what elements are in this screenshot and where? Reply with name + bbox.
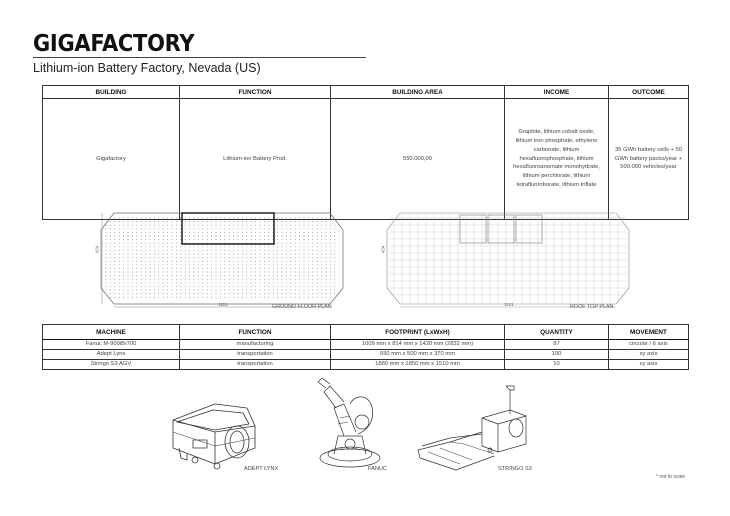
income-line: carbonate, lithium	[533, 146, 580, 153]
ground-plan-height-dimension: 424	[94, 245, 100, 254]
column-header-function: FUNCTION	[180, 325, 331, 340]
adept-lynx-illustration	[165, 398, 265, 472]
footprint-cell: 1009 mm x 814 mm x 1420 mm (2832 mm)	[331, 340, 505, 350]
ground-plan-width-dimension: 1121	[218, 302, 228, 307]
table-row	[43, 350, 689, 360]
income-line: lithium perchlorate, lithium	[522, 173, 591, 180]
income-line: hexafluorophosphate, lithium	[519, 155, 594, 162]
area-cell: 550.000,00	[331, 99, 505, 220]
not-to-scale-note: * not to scale	[656, 474, 685, 480]
ground-floor-plan-label: GROUND FLOOR PLAN	[272, 304, 332, 310]
table-row	[43, 360, 689, 370]
column-header-movement: MOVEMENT	[609, 325, 689, 340]
building-table	[42, 85, 689, 220]
income-line: hexafluoroarsenate monohydrate,	[513, 164, 600, 171]
footprint-cell: 1880 mm x 1850 mm x 1510 mm	[331, 360, 505, 370]
income-cell	[505, 99, 609, 220]
machine-cell: Adept Lynx	[43, 350, 180, 360]
quantity-cell: 87	[505, 340, 609, 350]
outcome-cell	[609, 99, 689, 220]
function-cell: manufacturing	[180, 340, 331, 350]
footprint-cell: 650 mm x 500 mm x 370 mm	[331, 350, 505, 360]
column-header-machine: MACHINE	[43, 325, 180, 340]
machine-table-header	[43, 325, 689, 340]
function-cell: transportation	[180, 350, 331, 360]
table-row	[43, 340, 689, 350]
column-header-income: INCOME	[505, 86, 609, 99]
column-header-outcome: OUTCOME	[609, 86, 689, 99]
building-table-header	[43, 86, 689, 99]
income-line: Graphite, lithium cobalt oxide,	[518, 128, 595, 135]
column-header-function: FUNCTION	[180, 86, 331, 99]
column-header-quantity: QUANTITY	[505, 325, 609, 340]
column-header-building: BUILDING	[43, 86, 180, 99]
function-cell: transportation	[180, 360, 331, 370]
income-line: lithium iron phosphate, ethylene	[515, 137, 598, 144]
function-cell: Lithium-ion Battery Prod.	[180, 99, 331, 220]
machine-cell: Fanuc M-900iB/700	[43, 340, 180, 350]
movement-cell: xy axis	[609, 360, 689, 370]
roof-plan-width-dimension: 1121	[504, 302, 514, 307]
page-title: GIGAFACTORY	[33, 30, 195, 57]
outcome-line: 35 GWh battery cells + 50	[615, 146, 682, 153]
title-divider	[33, 57, 366, 58]
building-cell: Gigafactory	[43, 99, 180, 220]
fanuc-label: FANUC	[368, 466, 387, 472]
table-row	[43, 99, 689, 220]
movement-cell: circular / 6 axis	[609, 340, 689, 350]
outcome-line: GWh battery packs/year +	[614, 155, 683, 162]
income-line: tetrafluoroborate, lithium triflate	[516, 182, 597, 189]
column-header-footprint: FOOTPRINT (LxWxH)	[331, 325, 505, 340]
machine-cell: Stringo S3 AGV	[43, 360, 180, 370]
fanuc-robot-illustration	[314, 378, 386, 470]
movement-cell: xy axis	[609, 350, 689, 360]
column-header-building-area: BUILDING AREA	[331, 86, 505, 99]
quantity-cell: 10	[505, 360, 609, 370]
ground-floor-plan-drawing	[98, 212, 346, 308]
roof-plan-height-dimension: 424	[380, 245, 386, 254]
quantity-cell: 100	[505, 350, 609, 360]
stringo-s3-label: STRINGO S3	[498, 466, 532, 472]
adept-lynx-label: ADEPT LYNX	[244, 466, 279, 472]
page-subtitle: Lithium-ion Battery Factory, Nevada (US)	[33, 61, 261, 75]
roof-top-plan-drawing	[384, 212, 632, 308]
outcome-line: 500.000 vehicles/year	[620, 164, 677, 171]
machine-table	[42, 324, 689, 370]
roof-top-plan-label: ROOF TOP PLAN	[570, 304, 614, 310]
stringo-s3-illustration	[410, 384, 530, 472]
